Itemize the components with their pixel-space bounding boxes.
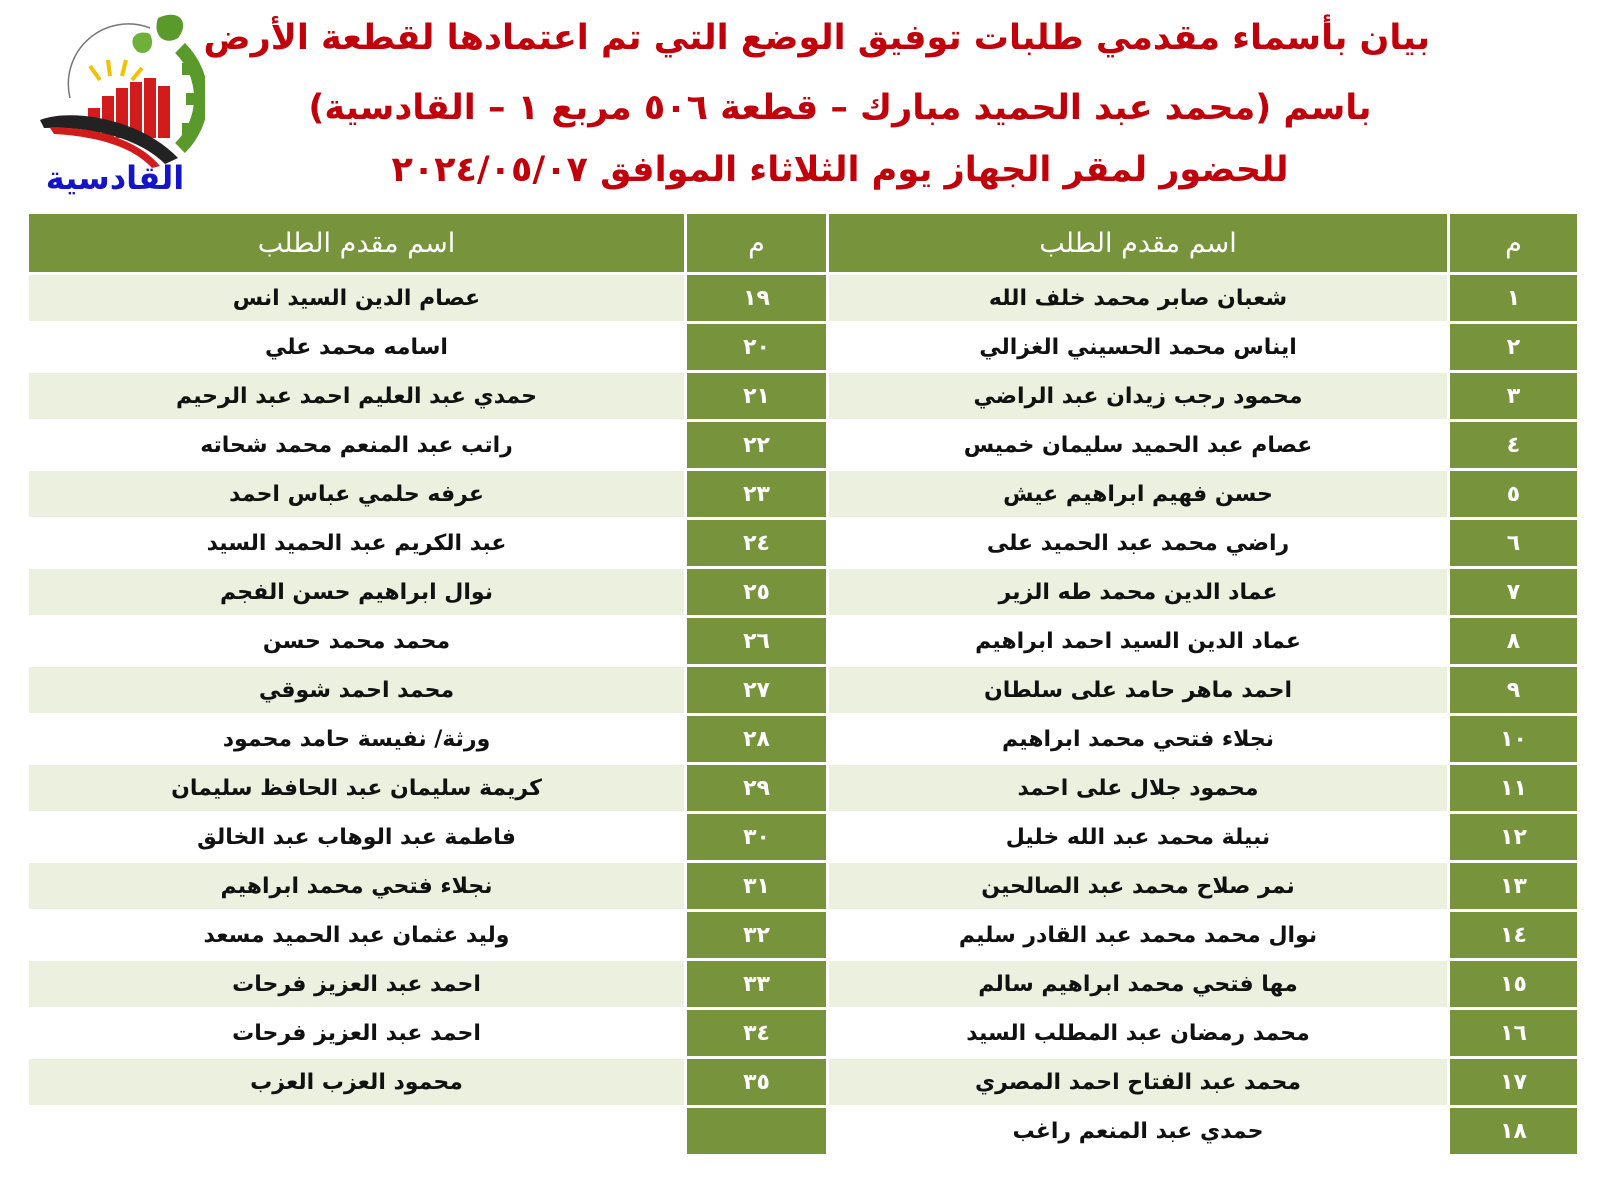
applicant-name: راضي محمد عبد الحميد على <box>829 520 1447 566</box>
column-header-number: م <box>1450 214 1577 272</box>
row-number: ٤ <box>1450 422 1577 468</box>
applicant-name: نوال ابراهيم حسن الفجم <box>29 569 684 615</box>
applicant-name: وليد عثمان عبد الحميد مسعد <box>29 912 684 958</box>
row-number: ٣٥ <box>687 1059 826 1105</box>
row-number: ١٢ <box>1450 814 1577 860</box>
logo-leaf <box>156 15 183 41</box>
applicant-name: احمد ماهر حامد على سلطان <box>829 667 1447 713</box>
row-number: ١٤ <box>1450 912 1577 958</box>
applicant-name <box>29 1108 684 1154</box>
row-number: ٢٨ <box>687 716 826 762</box>
applicant-name: ورثة/ نفيسة حامد محمود <box>29 716 684 762</box>
page-title: بيان بأسماء مقدمي طلبات توفيق الوضع التي تم اعتمادها لقطعة الأرض <box>203 18 1430 58</box>
row-number: ٣١ <box>687 863 826 909</box>
column-header-number: م <box>687 214 826 272</box>
row-number: ٣٢ <box>687 912 826 958</box>
applicant-name: احمد عبد العزيز فرحات <box>29 1010 684 1056</box>
row-number: ٢ <box>1450 324 1577 370</box>
row-number: ١١ <box>1450 765 1577 811</box>
row-number: ٢٥ <box>687 569 826 615</box>
row-number: ٢٢ <box>687 422 826 468</box>
row-number: ٢٧ <box>687 667 826 713</box>
applicant-name: محمود رجب زيدان عبد الراضي <box>829 373 1447 419</box>
applicant-name: محمود جلال على احمد <box>829 765 1447 811</box>
applicant-name: حمدي عبد المنعم راغب <box>829 1108 1447 1154</box>
applicant-name: اسامه محمد علي <box>29 324 684 370</box>
table-row <box>29 1108 1577 1154</box>
table-row <box>29 618 1577 664</box>
row-number: ١٣ <box>1450 863 1577 909</box>
table-row <box>29 814 1577 860</box>
row-number: ٨ <box>1450 618 1577 664</box>
attendance-date: للحضور لمقر الجهاز يوم الثلاثاء الموافق ٢٠٢٤/٠٥/٠٧ <box>391 150 1289 190</box>
applicant-name: احمد عبد العزيز فرحات <box>29 961 684 1007</box>
row-number: ٢٠ <box>687 324 826 370</box>
table-row <box>29 520 1577 566</box>
applicants-table <box>26 211 1580 1157</box>
table-row <box>29 471 1577 517</box>
table-row <box>29 863 1577 909</box>
applicant-name: حسن فهيم ابراهيم عيش <box>829 471 1447 517</box>
row-number: ١ <box>1450 275 1577 321</box>
row-number: ٧ <box>1450 569 1577 615</box>
row-number: ٢٤ <box>687 520 826 566</box>
applicant-name: عصام الدين السيد انس <box>29 275 684 321</box>
row-number: ١٨ <box>1450 1108 1577 1154</box>
applicant-name: عصام عبد الحميد سليمان خميس <box>829 422 1447 468</box>
column-header-name: اسم مقدم الطلب <box>829 214 1447 272</box>
row-number: ١٥ <box>1450 961 1577 1007</box>
applicant-name: محمد احمد شوقي <box>29 667 684 713</box>
applicant-name: نجلاء فتحي محمد ابراهيم <box>29 863 684 909</box>
applicant-name: نوال محمد محمد عبد القادر سليم <box>829 912 1447 958</box>
table-row <box>29 716 1577 762</box>
row-number: ٥ <box>1450 471 1577 517</box>
applicant-name: نبيلة محمد عبد الله خليل <box>829 814 1447 860</box>
applicant-name: مها فتحي محمد ابراهيم سالم <box>829 961 1447 1007</box>
logo-gear-tooth <box>182 63 196 75</box>
table-row <box>29 1059 1577 1105</box>
applicant-name: شعبان صابر محمد خلف الله <box>829 275 1447 321</box>
row-number: ١٧ <box>1450 1059 1577 1105</box>
logo-gear-tooth <box>182 123 196 135</box>
applicant-name: كريمة سليمان عبد الحافظ سليمان <box>29 765 684 811</box>
plot-subtitle: باسم (محمد عبد الحميد مبارك – قطعة ٥٠٦ مربع ١ – القادسية) <box>308 88 1372 128</box>
row-number: ١٠ <box>1450 716 1577 762</box>
applicant-name: عبد الكريم عبد الحميد السيد <box>29 520 684 566</box>
logo-leaf <box>132 33 152 53</box>
logo-city-name: القادسية <box>45 159 185 197</box>
row-number: ٦ <box>1450 520 1577 566</box>
applicant-name: محمد محمد حسن <box>29 618 684 664</box>
table-row <box>29 765 1577 811</box>
row-number: ١٦ <box>1450 1010 1577 1056</box>
applicant-name: محمد رمضان عبد المطلب السيد <box>829 1010 1447 1056</box>
applicant-name: فاطمة عبد الوهاب عبد الخالق <box>29 814 684 860</box>
row-number: ٩ <box>1450 667 1577 713</box>
row-number: ٣٤ <box>687 1010 826 1056</box>
applicant-name: راتب عبد المنعم محمد شحاته <box>29 422 684 468</box>
applicant-name: محمد عبد الفتاح احمد المصري <box>829 1059 1447 1105</box>
table-row <box>29 912 1577 958</box>
applicant-name: نمر صلاح محمد عبد الصالحين <box>829 863 1447 909</box>
row-number <box>687 1108 826 1154</box>
applicant-name: عرفه حلمي عباس احمد <box>29 471 684 517</box>
row-number: ٣ <box>1450 373 1577 419</box>
table-row <box>29 667 1577 713</box>
table-row <box>29 569 1577 615</box>
applicant-name: ايناس محمد الحسيني الغزالي <box>829 324 1447 370</box>
applicant-name: حمدي عبد العليم احمد عبد الرحيم <box>29 373 684 419</box>
table-header-row <box>29 214 1577 272</box>
table-row <box>29 1010 1577 1056</box>
applicant-name: محمود العزب العزب <box>29 1059 684 1105</box>
table-row <box>29 373 1577 419</box>
applicant-name: عماد الدين السيد احمد ابراهيم <box>829 618 1447 664</box>
row-number: ٢٣ <box>687 471 826 517</box>
table-row <box>29 961 1577 1007</box>
applicant-name: نجلاء فتحي محمد ابراهيم <box>829 716 1447 762</box>
table-row <box>29 422 1577 468</box>
row-number: ٢١ <box>687 373 826 419</box>
row-number: ٣٣ <box>687 961 826 1007</box>
row-number: ٣٠ <box>687 814 826 860</box>
column-header-name: اسم مقدم الطلب <box>29 214 684 272</box>
row-number: ٢٩ <box>687 765 826 811</box>
row-number: ٢٦ <box>687 618 826 664</box>
applicant-name: عماد الدين محمد طه الزير <box>829 569 1447 615</box>
table-row <box>29 275 1577 321</box>
logo-sun <box>90 60 142 80</box>
logo-gear-tooth <box>186 93 200 105</box>
row-number: ١٩ <box>687 275 826 321</box>
table-row <box>29 324 1577 370</box>
